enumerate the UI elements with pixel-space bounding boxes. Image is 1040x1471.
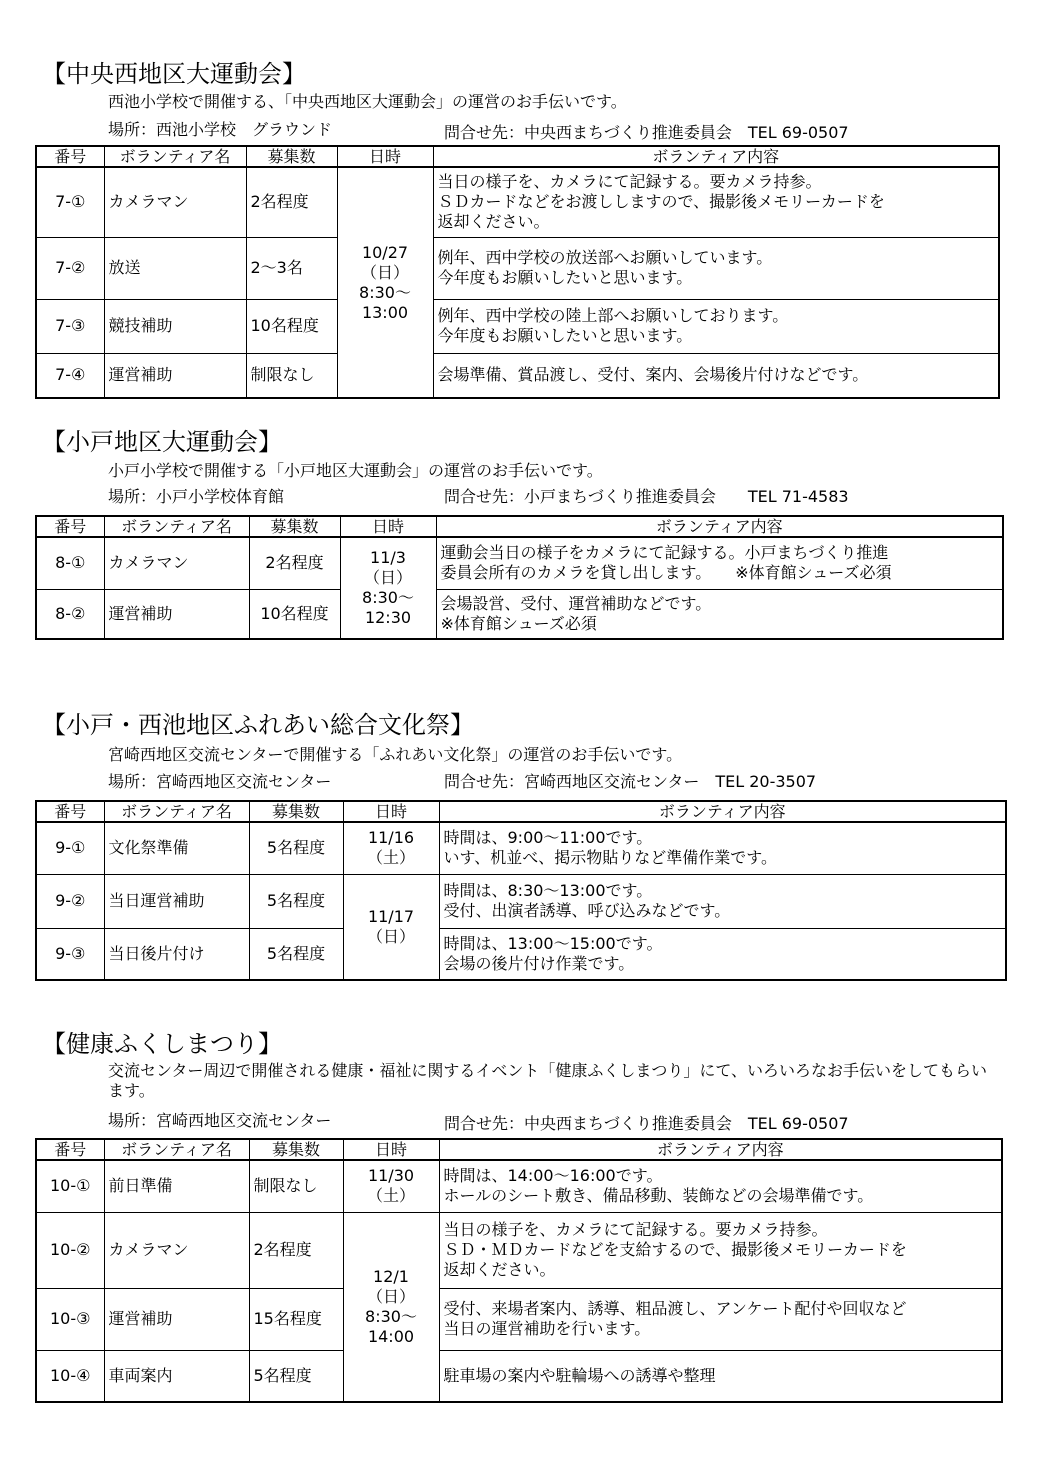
table-row bbox=[36, 299, 999, 353]
contact-text: 問合せ先：中央西まちづくり推進委員会 TEL 69-0507 bbox=[444, 123, 849, 142]
row-content: 当日の様子を、カメラにて記録する。要カメラ持参。 ＳＤ・ＭＤカードなどを支給するので、撮影後メモリーカードを 返却ください。 bbox=[439, 1212, 1002, 1288]
row-count: 5名程度 bbox=[249, 1350, 343, 1402]
section-title: 【健康ふくしまつり】 bbox=[42, 1030, 282, 1058]
header-date: 日時 bbox=[340, 516, 436, 537]
date-day: 11/16 bbox=[367, 828, 415, 848]
date-weekday: （日） bbox=[366, 1286, 415, 1306]
contact-text: 問合せ先：中央西まちづくり推進委員会 TEL 69-0507 bbox=[444, 1114, 849, 1133]
header-name: ボランティア名 bbox=[104, 1139, 249, 1160]
row-count: 2〜3名 bbox=[246, 237, 337, 299]
header-date: 日時 bbox=[337, 146, 433, 167]
row-content: 例年、西中学校の放送部へお願いしています。 今年度もお願いしたいと思います。 bbox=[433, 237, 999, 299]
date-start: 8:30〜 bbox=[362, 588, 414, 607]
date-end: 12:30 bbox=[364, 608, 412, 627]
row-count: 制限なし bbox=[246, 353, 337, 398]
volunteer-table bbox=[35, 515, 1004, 640]
row-no: 10-③ bbox=[36, 1288, 104, 1350]
row-count: 2名程度 bbox=[249, 1212, 343, 1288]
table-row bbox=[36, 353, 999, 398]
row-count: 15名程度 bbox=[249, 1288, 343, 1350]
row-date bbox=[343, 822, 439, 874]
row-name: 運営補助 bbox=[104, 1288, 249, 1350]
section-description: 交流センター周辺で開催される健康・福祉に関するイベント「健康ふくしまつり」にて、いろいろなお手伝いをしてもらいます。 bbox=[108, 1061, 988, 1100]
date-weekday: （日） bbox=[360, 262, 409, 282]
header-count: 募集数 bbox=[246, 146, 337, 167]
row-no: 9-③ bbox=[36, 928, 104, 980]
date-weekday: （日） bbox=[363, 568, 412, 587]
table-header-row bbox=[36, 1139, 1002, 1160]
date-weekday: （土） bbox=[366, 1186, 415, 1206]
table-row bbox=[36, 1288, 1002, 1350]
header-no: 番号 bbox=[36, 801, 104, 822]
place-text: 場所：宮崎西地区交流センター bbox=[108, 772, 332, 791]
row-name: 運営補助 bbox=[104, 589, 249, 639]
row-name: 競技補助 bbox=[104, 299, 246, 353]
row-no: 7-③ bbox=[36, 299, 104, 353]
place-text: 場所：宮崎西地区交流センター bbox=[108, 1111, 332, 1130]
date-day: 12/1 bbox=[373, 1266, 409, 1286]
header-content: ボランティア内容 bbox=[439, 801, 1006, 822]
date-start: 8:30〜 bbox=[365, 1306, 417, 1326]
row-name: 放送 bbox=[104, 237, 246, 299]
header-date: 日時 bbox=[343, 1139, 439, 1160]
contact-text: 問合せ先：宮崎西地区交流センター TEL 20-3507 bbox=[444, 772, 817, 791]
row-name: カメラマン bbox=[104, 537, 249, 589]
row-date bbox=[340, 537, 436, 639]
row-date bbox=[337, 167, 433, 398]
section-title: 【小戸地区大運動会】 bbox=[42, 428, 282, 456]
row-content: 運動会当日の様子をカメラにて記録する。小戸まちづくり推進 委員会所有のカメラを貸し出します。 ※体育館シューズ必須 bbox=[436, 537, 1003, 589]
row-count: 制限なし bbox=[249, 1160, 343, 1212]
date-day: 11/3 bbox=[370, 548, 406, 567]
row-content: 受付、来場者案内、誘導、粗品渡し、アンケート配付や回収など 当日の運営補助を行います。 bbox=[439, 1288, 1002, 1350]
header-no: 番号 bbox=[36, 516, 104, 537]
header-date: 日時 bbox=[343, 801, 439, 822]
row-name: 文化祭準備 bbox=[104, 822, 249, 874]
date-day: 11/30 bbox=[367, 1166, 415, 1186]
row-count: 5名程度 bbox=[249, 928, 343, 980]
row-content: 駐車場の案内や駐輪場への誘導や整理 bbox=[439, 1350, 1002, 1402]
volunteer-table bbox=[35, 145, 1000, 399]
row-content: 会場設営、受付、運営補助などです。 ※体育館シューズ必須 bbox=[436, 589, 1003, 639]
row-count: 2名程度 bbox=[249, 537, 340, 589]
row-content: 例年、西中学校の陸上部へお願いしております。 今年度もお願いしたいと思います。 bbox=[433, 299, 999, 353]
header-count: 募集数 bbox=[249, 801, 343, 822]
table-row bbox=[36, 822, 1006, 874]
row-no: 9-② bbox=[36, 874, 104, 928]
row-count: 10名程度 bbox=[246, 299, 337, 353]
table-row bbox=[36, 167, 999, 237]
date-end: 14:00 bbox=[367, 1326, 415, 1346]
table-header-row bbox=[36, 801, 1006, 822]
row-content: 時間は、13:00〜15:00です。 会場の後片付け作業です。 bbox=[439, 928, 1006, 980]
table-row bbox=[36, 1160, 1002, 1212]
header-name: ボランティア名 bbox=[104, 516, 249, 537]
row-no: 9-① bbox=[36, 822, 104, 874]
row-name: 当日運営補助 bbox=[104, 874, 249, 928]
table-row bbox=[36, 1350, 1002, 1402]
row-date bbox=[343, 1160, 439, 1212]
header-count: 募集数 bbox=[249, 1139, 343, 1160]
table-row bbox=[36, 1212, 1002, 1288]
row-no: 10-② bbox=[36, 1212, 104, 1288]
date-end: 13:00 bbox=[361, 302, 409, 322]
header-content: ボランティア内容 bbox=[436, 516, 1003, 537]
row-no: 7-④ bbox=[36, 353, 104, 398]
section-description: 宮崎西地区交流センターで開催する「ふれあい文化祭」の運営のお手伝いです。 bbox=[108, 745, 683, 764]
header-content: ボランティア内容 bbox=[439, 1139, 1002, 1160]
row-no: 8-① bbox=[36, 537, 104, 589]
row-no: 10-④ bbox=[36, 1350, 104, 1402]
row-no: 10-① bbox=[36, 1160, 104, 1212]
table-row bbox=[36, 537, 1003, 589]
row-content: 会場準備、賞品渡し、受付、案内、会場後片付けなどです。 bbox=[433, 353, 999, 398]
date-weekday: （土） bbox=[366, 848, 415, 868]
section-title: 【小戸・西池地区ふれあい総合文化祭】 bbox=[42, 711, 474, 739]
row-content: 時間は、9:00〜11:00です。 いす、机並べ、掲示物貼りなど準備作業です。 bbox=[439, 822, 1006, 874]
row-name: カメラマン bbox=[104, 1212, 249, 1288]
header-no: 番号 bbox=[36, 1139, 104, 1160]
row-no: 7-② bbox=[36, 237, 104, 299]
table-header-row bbox=[36, 516, 1003, 537]
date-day: 11/17 bbox=[367, 906, 415, 926]
row-count: 10名程度 bbox=[249, 589, 340, 639]
volunteer-table bbox=[35, 800, 1007, 981]
place-text: 場所：小戸小学校体育館 bbox=[108, 487, 285, 506]
date-start: 8:30〜 bbox=[359, 282, 411, 302]
table-row bbox=[36, 874, 1006, 928]
date-weekday: （日） bbox=[366, 926, 415, 946]
date-day: 10/27 bbox=[361, 242, 409, 262]
row-date bbox=[343, 1212, 439, 1402]
header-content: ボランティア内容 bbox=[433, 146, 999, 167]
row-name: カメラマン bbox=[104, 167, 246, 237]
row-content: 時間は、8:30〜13:00です。 受付、出演者誘導、呼び込みなどです。 bbox=[439, 874, 1006, 928]
table-row bbox=[36, 928, 1006, 980]
header-name: ボランティア名 bbox=[104, 801, 249, 822]
row-content: 時間は、14:00〜16:00です。 ホールのシート敷き、備品移動、装飾などの会場準備です。 bbox=[439, 1160, 1002, 1212]
row-date bbox=[343, 874, 439, 980]
header-count: 募集数 bbox=[249, 516, 340, 537]
header-no: 番号 bbox=[36, 146, 104, 167]
row-count: 2名程度 bbox=[246, 167, 337, 237]
table-header-row bbox=[36, 146, 999, 167]
row-no: 8-② bbox=[36, 589, 104, 639]
row-name: 車両案内 bbox=[104, 1350, 249, 1402]
section-description: 小戸小学校で開催する「小戸地区大運動会」の運営のお手伝いです。 bbox=[108, 461, 603, 480]
row-count: 5名程度 bbox=[249, 822, 343, 874]
header-name: ボランティア名 bbox=[104, 146, 246, 167]
section-description: 西池小学校で開催する、「中央西地区大運動会」の運営のお手伝いです。 bbox=[108, 92, 627, 111]
place-text: 場所：西池小学校 グラウンド bbox=[108, 120, 333, 139]
row-count: 5名程度 bbox=[249, 874, 343, 928]
table-row bbox=[36, 237, 999, 299]
contact-text: 問合せ先：小戸まちづくり推進委員会 TEL 71-4583 bbox=[444, 487, 849, 506]
row-name: 当日後片付け bbox=[104, 928, 249, 980]
row-name: 運営補助 bbox=[104, 353, 246, 398]
row-name: 前日準備 bbox=[104, 1160, 249, 1212]
row-content: 当日の様子を、カメラにて記録する。要カメラ持参。 ＳＤカードなどをお渡ししますので、撮影後メモリーカードを 返却ください。 bbox=[433, 167, 999, 237]
row-no: 7-① bbox=[36, 167, 104, 237]
section-title: 【中央西地区大運動会】 bbox=[42, 60, 306, 88]
table-row bbox=[36, 589, 1003, 639]
volunteer-table bbox=[35, 1138, 1003, 1403]
